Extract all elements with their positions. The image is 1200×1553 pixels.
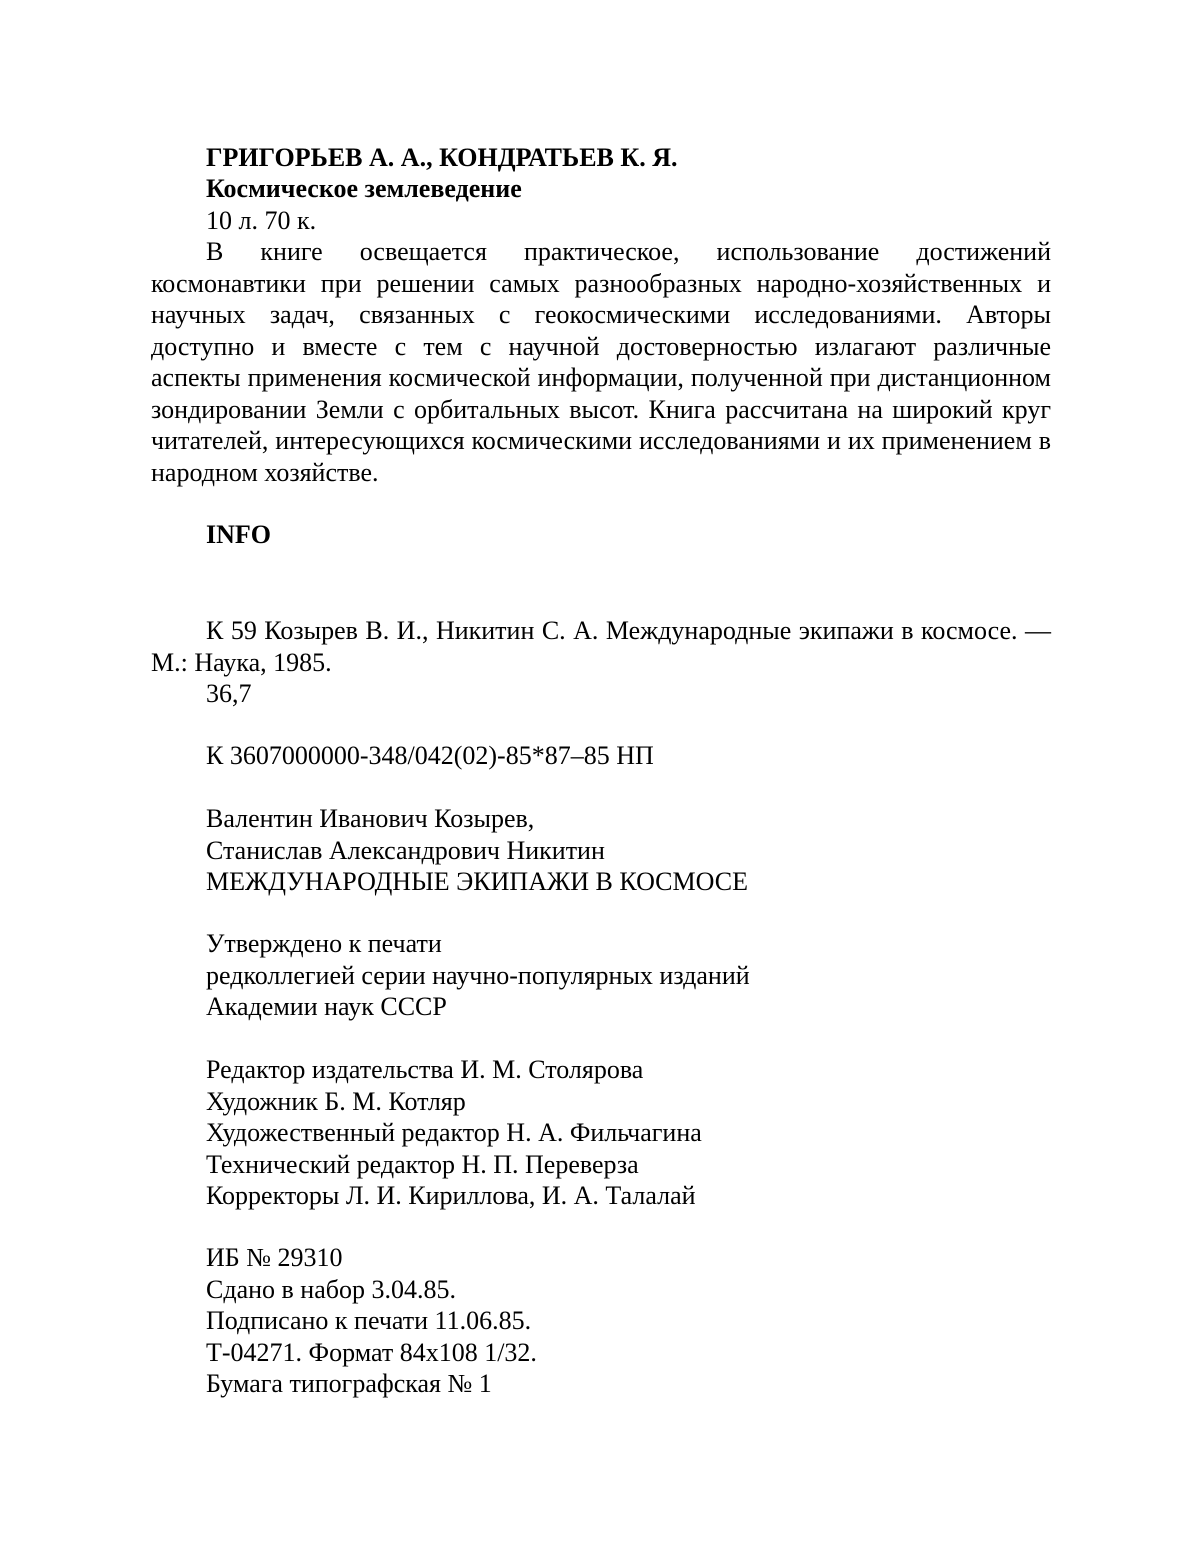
print-info-line: ИБ № 29310 bbox=[206, 1243, 343, 1272]
colophon-print-info bbox=[151, 1242, 1106, 1400]
approval-line: Утверждено к печати bbox=[206, 929, 442, 958]
ad-title: Космическое землеведение bbox=[206, 174, 522, 203]
catalog-code: К 3607000000-348/042(02)-85*87–85 НП bbox=[206, 741, 654, 770]
approval-line: Академии наук СССР bbox=[206, 992, 447, 1021]
approval-line: редколлегией серии научно-популярных изданий bbox=[206, 960, 750, 990]
staff-line: Корректоры Л. И. Кириллова, И. А. Талалай bbox=[206, 1181, 696, 1210]
staff-line: Редактор издательства И. М. Столярова bbox=[206, 1055, 644, 1084]
ad-price: 10 л. 70 к. bbox=[206, 206, 317, 235]
staff-line: Технический редактор Н. П. Переверза bbox=[206, 1149, 639, 1179]
ad-authors: ГРИГОРЬЕВ А. А., КОНДРАТЬЕВ К. Я. bbox=[206, 143, 678, 172]
print-info-line: Бумага типографская № 1 bbox=[206, 1369, 492, 1398]
print-info-line: Подписано к печати 11.06.85. bbox=[206, 1306, 532, 1335]
catalog-classification: 36,7 bbox=[206, 679, 252, 708]
colophon-staff bbox=[151, 1054, 1106, 1212]
colophon-approval bbox=[151, 928, 1106, 1023]
colophon-book-title: МЕЖДУНАРОДНЫЕ ЭКИПАЖИ В КОСМОСЕ bbox=[206, 867, 748, 896]
print-info-line: Т-04271. Формат 84х108 1/32. bbox=[206, 1337, 537, 1367]
info-heading: INFO bbox=[206, 520, 271, 549]
colophon-author-2: Станислав Александрович Никитин bbox=[206, 835, 605, 865]
staff-line: Художник Б. М. Котляр bbox=[206, 1086, 466, 1116]
colophon-names bbox=[151, 803, 1106, 898]
catalog-entry: К 59 Козырев В. И., Никитин С. А. Международные экипажи в космосе. — М.: Наука, 1985. bbox=[151, 616, 1051, 677]
colophon-author-1: Валентин Иванович Козырев, bbox=[206, 804, 535, 833]
staff-line: Художественный редактор Н. А. Фильчагина bbox=[206, 1118, 702, 1147]
ad-description: В книге освещается практическое, использование достижений космонавтики при решении самых разнообразных народно-хозяйственных и научных задач, связанных с геокосмическими исследованиями. Авторы доступно и вместе с тем с научной достоверностью излагают различные аспекты применения космической информации, полученной при дистанционном зондировании Земли с орбитальных высот. Книга рассчитана на широкий круг читателей, интересующихся космическими исследованиями и их применением в народном хозяйстве. bbox=[151, 237, 1051, 487]
print-info-line: Сдано в набор 3.04.85. bbox=[206, 1274, 456, 1304]
